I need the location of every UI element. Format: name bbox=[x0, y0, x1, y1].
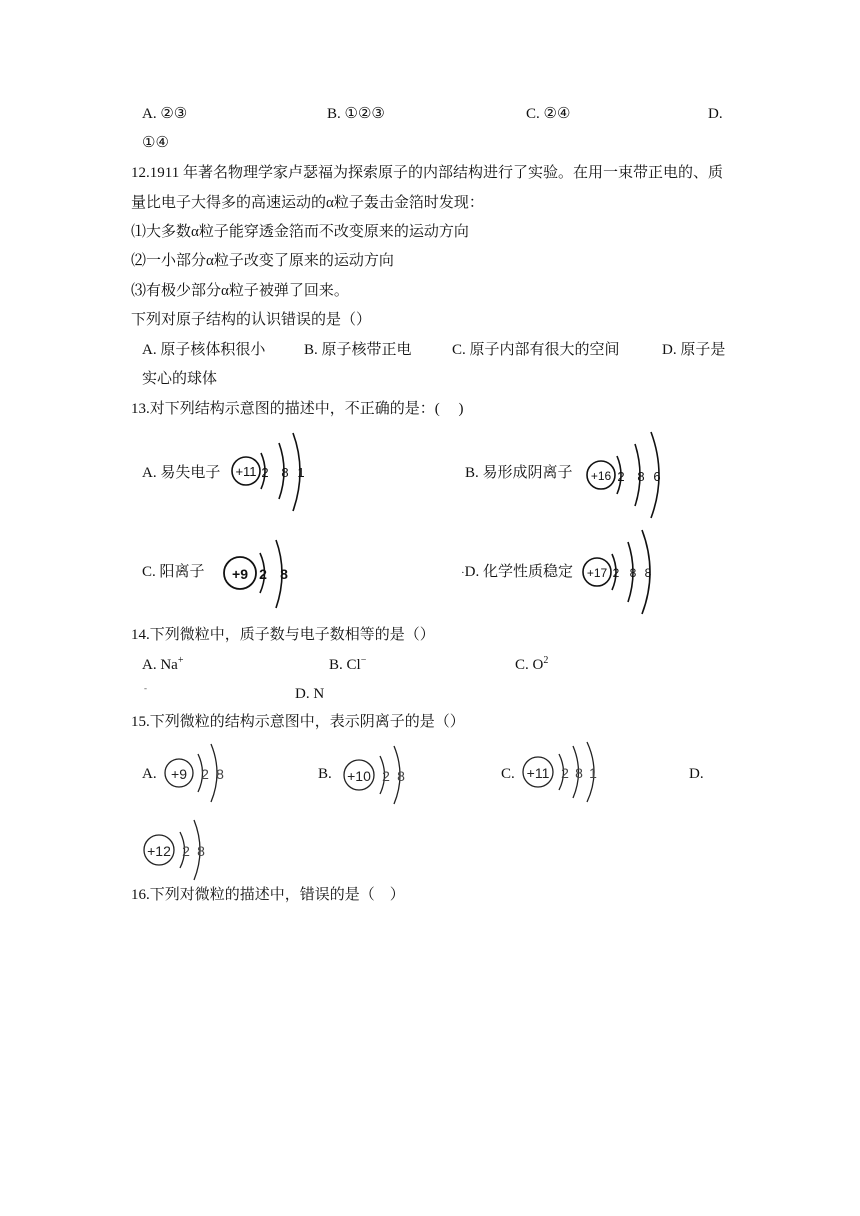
shell-electrons: 8 bbox=[197, 843, 205, 859]
q12-finding-2: ⑵一小部分α粒子改变了原来的运动方向 bbox=[131, 253, 394, 269]
shell-electrons: 8 bbox=[397, 768, 405, 784]
nucleus-charge: +17 bbox=[586, 566, 608, 580]
ion-charge: + bbox=[177, 655, 184, 666]
q12-stem-line2: 量比电子大得多的高速运动的α粒子轰击金箔时发现： bbox=[131, 195, 484, 211]
q14-option-c-overflow: - bbox=[144, 683, 147, 693]
q14-stem: 14.下列微粒中，质子数与电子数相等的是（） bbox=[131, 627, 435, 643]
nucleus-charge: +11 bbox=[235, 464, 257, 479]
shell-electrons: 8 bbox=[280, 566, 288, 582]
nucleus-charge: +10 bbox=[347, 768, 371, 784]
q12-option-c[interactable]: C. 原子内部有很大的空间 bbox=[452, 342, 620, 358]
q11-option-a[interactable]: A. ②③ bbox=[142, 106, 188, 122]
q13-option-c-label[interactable]: C. 阳离子 bbox=[142, 564, 205, 580]
shell-electrons: 1 bbox=[297, 465, 305, 480]
shell-electrons: 6 bbox=[653, 469, 661, 484]
option-text: A. Na bbox=[142, 657, 178, 673]
nucleus-charge: +9 bbox=[232, 566, 248, 582]
ion-charge: 2 bbox=[543, 655, 549, 666]
q16-stem: 16.下列对微粒的描述中，错误的是（ ） bbox=[131, 887, 405, 903]
atom-diagram-plus10 bbox=[342, 740, 417, 810]
q12-option-a[interactable]: A. 原子核体积很小 bbox=[142, 342, 266, 358]
option-text: B. Cl bbox=[329, 657, 361, 673]
nucleus-charge: +16 bbox=[590, 469, 612, 483]
shell-electrons: 8 bbox=[281, 465, 289, 480]
q12-option-d[interactable]: D. 原子是 bbox=[662, 342, 726, 358]
shell-electrons: 2 bbox=[561, 765, 569, 781]
nucleus-charge: +11 bbox=[526, 765, 550, 781]
shell-electrons: 2 bbox=[617, 469, 625, 484]
stray-dot: · bbox=[461, 567, 465, 579]
shell-electrons: 8 bbox=[637, 469, 645, 484]
atom-diagram-plus12 bbox=[142, 818, 217, 888]
q11-option-c[interactable]: C. ②④ bbox=[526, 106, 571, 122]
nucleus-charge: +9 bbox=[171, 766, 187, 782]
nucleus-charge: +12 bbox=[147, 843, 171, 859]
q13-option-d-label[interactable] bbox=[461, 562, 573, 583]
q11-option-d-content: ①④ bbox=[142, 135, 169, 151]
shell-electrons: 8 bbox=[644, 566, 652, 580]
ion-charge: − bbox=[360, 655, 367, 666]
atom-diagram-plus11 bbox=[227, 427, 317, 517]
q12-option-d-content: 实心的球体 bbox=[142, 371, 218, 387]
q13-option-b-label[interactable]: B. 易形成阴离子 bbox=[465, 465, 573, 481]
q15-option-d-label[interactable]: D. bbox=[689, 766, 704, 782]
q12-stem-line1: 12.1911 年著名物理学家卢瑟福为探索原子的内部结构进行了实验。在用一束带正电的、质 bbox=[131, 165, 723, 181]
shell-electrons: 2 bbox=[261, 465, 269, 480]
shell-electrons: 8 bbox=[575, 765, 583, 781]
atom-diagram-plus9 bbox=[220, 528, 300, 618]
q15-option-b-label[interactable]: B. bbox=[318, 766, 332, 782]
q11-option-d[interactable]: D. bbox=[708, 106, 723, 122]
shell-electrons: 8 bbox=[216, 766, 224, 782]
q15-option-a-label[interactable]: A. bbox=[142, 766, 157, 782]
shell-electrons: 2 bbox=[612, 566, 620, 580]
atom-diagram-plus17 bbox=[582, 528, 672, 618]
q14-option-d[interactable]: D. N bbox=[295, 686, 325, 702]
atom-diagram-plus9 bbox=[163, 740, 233, 810]
q11-option-b[interactable]: B. ①②③ bbox=[327, 106, 385, 122]
q15-option-c-label[interactable]: C. bbox=[501, 766, 515, 782]
option-text: C. O bbox=[515, 657, 544, 673]
q14-option-b[interactable] bbox=[329, 655, 366, 675]
q14-option-a[interactable] bbox=[142, 655, 183, 675]
q12-question: 下列对原子结构的认识错误的是（） bbox=[131, 312, 372, 328]
shell-electrons: 2 bbox=[259, 566, 267, 582]
q14-option-c[interactable] bbox=[515, 655, 548, 675]
q13-option-d-text: D. 化学性质稳定 bbox=[464, 564, 574, 580]
q12-option-b[interactable]: B. 原子核带正电 bbox=[304, 342, 412, 358]
atom-diagram-plus11 bbox=[521, 740, 611, 810]
shell-electrons: 2 bbox=[182, 843, 190, 859]
q12-finding-3: ⑶有极少部分α粒子被弹了回来。 bbox=[131, 283, 349, 299]
shell-electrons: 8 bbox=[629, 566, 637, 580]
q13-stem: 13.对下列结构示意图的描述中，不正确的是：( ) bbox=[131, 401, 464, 417]
q15-stem: 15.下列微粒的结构示意图中，表示阴离子的是（） bbox=[131, 714, 465, 730]
shell-electrons: 1 bbox=[589, 765, 597, 781]
shell-electrons: 2 bbox=[382, 768, 390, 784]
q13-option-a-label[interactable]: A. 易失电子 bbox=[142, 465, 221, 481]
atom-diagram-plus16 bbox=[585, 430, 675, 520]
q12-finding-1: ⑴大多数α粒子能穿透金箔而不改变原来的运动方向 bbox=[131, 224, 469, 240]
shell-electrons: 2 bbox=[201, 766, 209, 782]
